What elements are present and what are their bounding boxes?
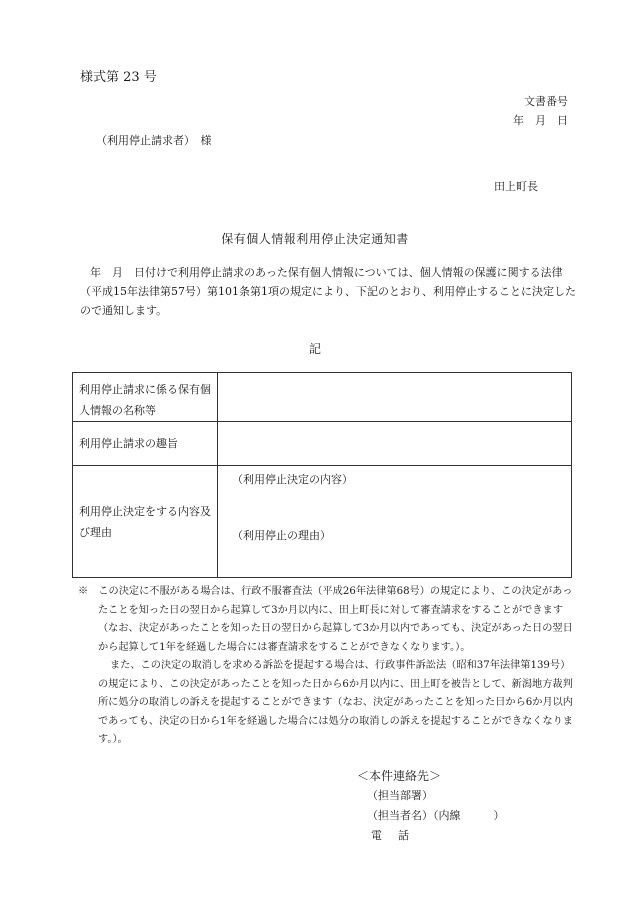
table-row xyxy=(73,466,572,578)
notes-section xyxy=(78,583,574,750)
issuer: 田上町長 xyxy=(494,180,538,193)
note-appeal: ※ この決定に不服がある場合は、行政不服審査法（平成26年法律第68号）の規定により、この決定があったことを知った日の翌日から起算して3か月以内に、田上町長に対して審査請求をすることができます（なお、決定があったことを知った日の翌日から起算して3か月以内であっても、決定があった日の翌日から起算して1年を経過した場合には審査請求をすることができなくなります。）。 xyxy=(78,586,573,653)
body-paragraph: 年 月 日付けで利用停止請求のあった保有個人情報については、個人情報の保護に関する法律（平成15年法律第57号）第101条第1項の規定により、下記のとおり、利用停止することに決定したので通知します。 xyxy=(80,266,576,317)
ki-heading: 記 xyxy=(308,342,321,356)
contact-phone: 電話 xyxy=(371,829,425,842)
row3-label: 利用停止決定をする内容及び理由 xyxy=(73,466,218,578)
contact-heading: ＜本件連絡先＞ xyxy=(357,769,442,783)
row2-content xyxy=(218,422,572,466)
table-row xyxy=(73,422,572,466)
contact-person: （担当者名）（内線 ） xyxy=(367,809,505,822)
contact-block xyxy=(357,766,505,846)
decision-content-label: （利用停止決定の内容） xyxy=(232,473,353,486)
note-lawsuit-text: また、この決定の取消しを求める訴訟を提起する場合は、行政事件訴訟法（昭和37年法律第139号）の規定により、この決定があったことを知った日から6か月以内に、田上町を被告として、新潟地方裁判所に処分の取消しの訴えを提起することができます（なお、決定があったことを知った日から6か月以内であっても、決定の日から1年を経過した場合には処分の取消しの訴えを提起することができなくなります。）。 xyxy=(98,660,573,745)
table-row xyxy=(73,373,572,422)
page-title: 保有個人情報利用停止決定通知書 xyxy=(221,232,409,246)
document-number-label: 文書番号 xyxy=(524,95,568,108)
date-label: 年 月 日 xyxy=(513,114,568,127)
note-lawsuit xyxy=(78,657,574,750)
decision-reason-label: （利用停止の理由） xyxy=(232,529,331,542)
row3-content xyxy=(218,466,572,578)
info-table xyxy=(72,372,572,578)
contact-department: （担当部署） xyxy=(367,789,433,802)
row2-label: 利用停止請求の趣旨 xyxy=(73,422,218,466)
row1-content xyxy=(218,373,572,422)
row1-label: 利用停止請求に係る保有個人情報の名称等 xyxy=(73,373,218,422)
form-number: 様式第 23 号 xyxy=(80,70,157,85)
recipient: （利用停止請求者） 様 xyxy=(96,134,212,147)
